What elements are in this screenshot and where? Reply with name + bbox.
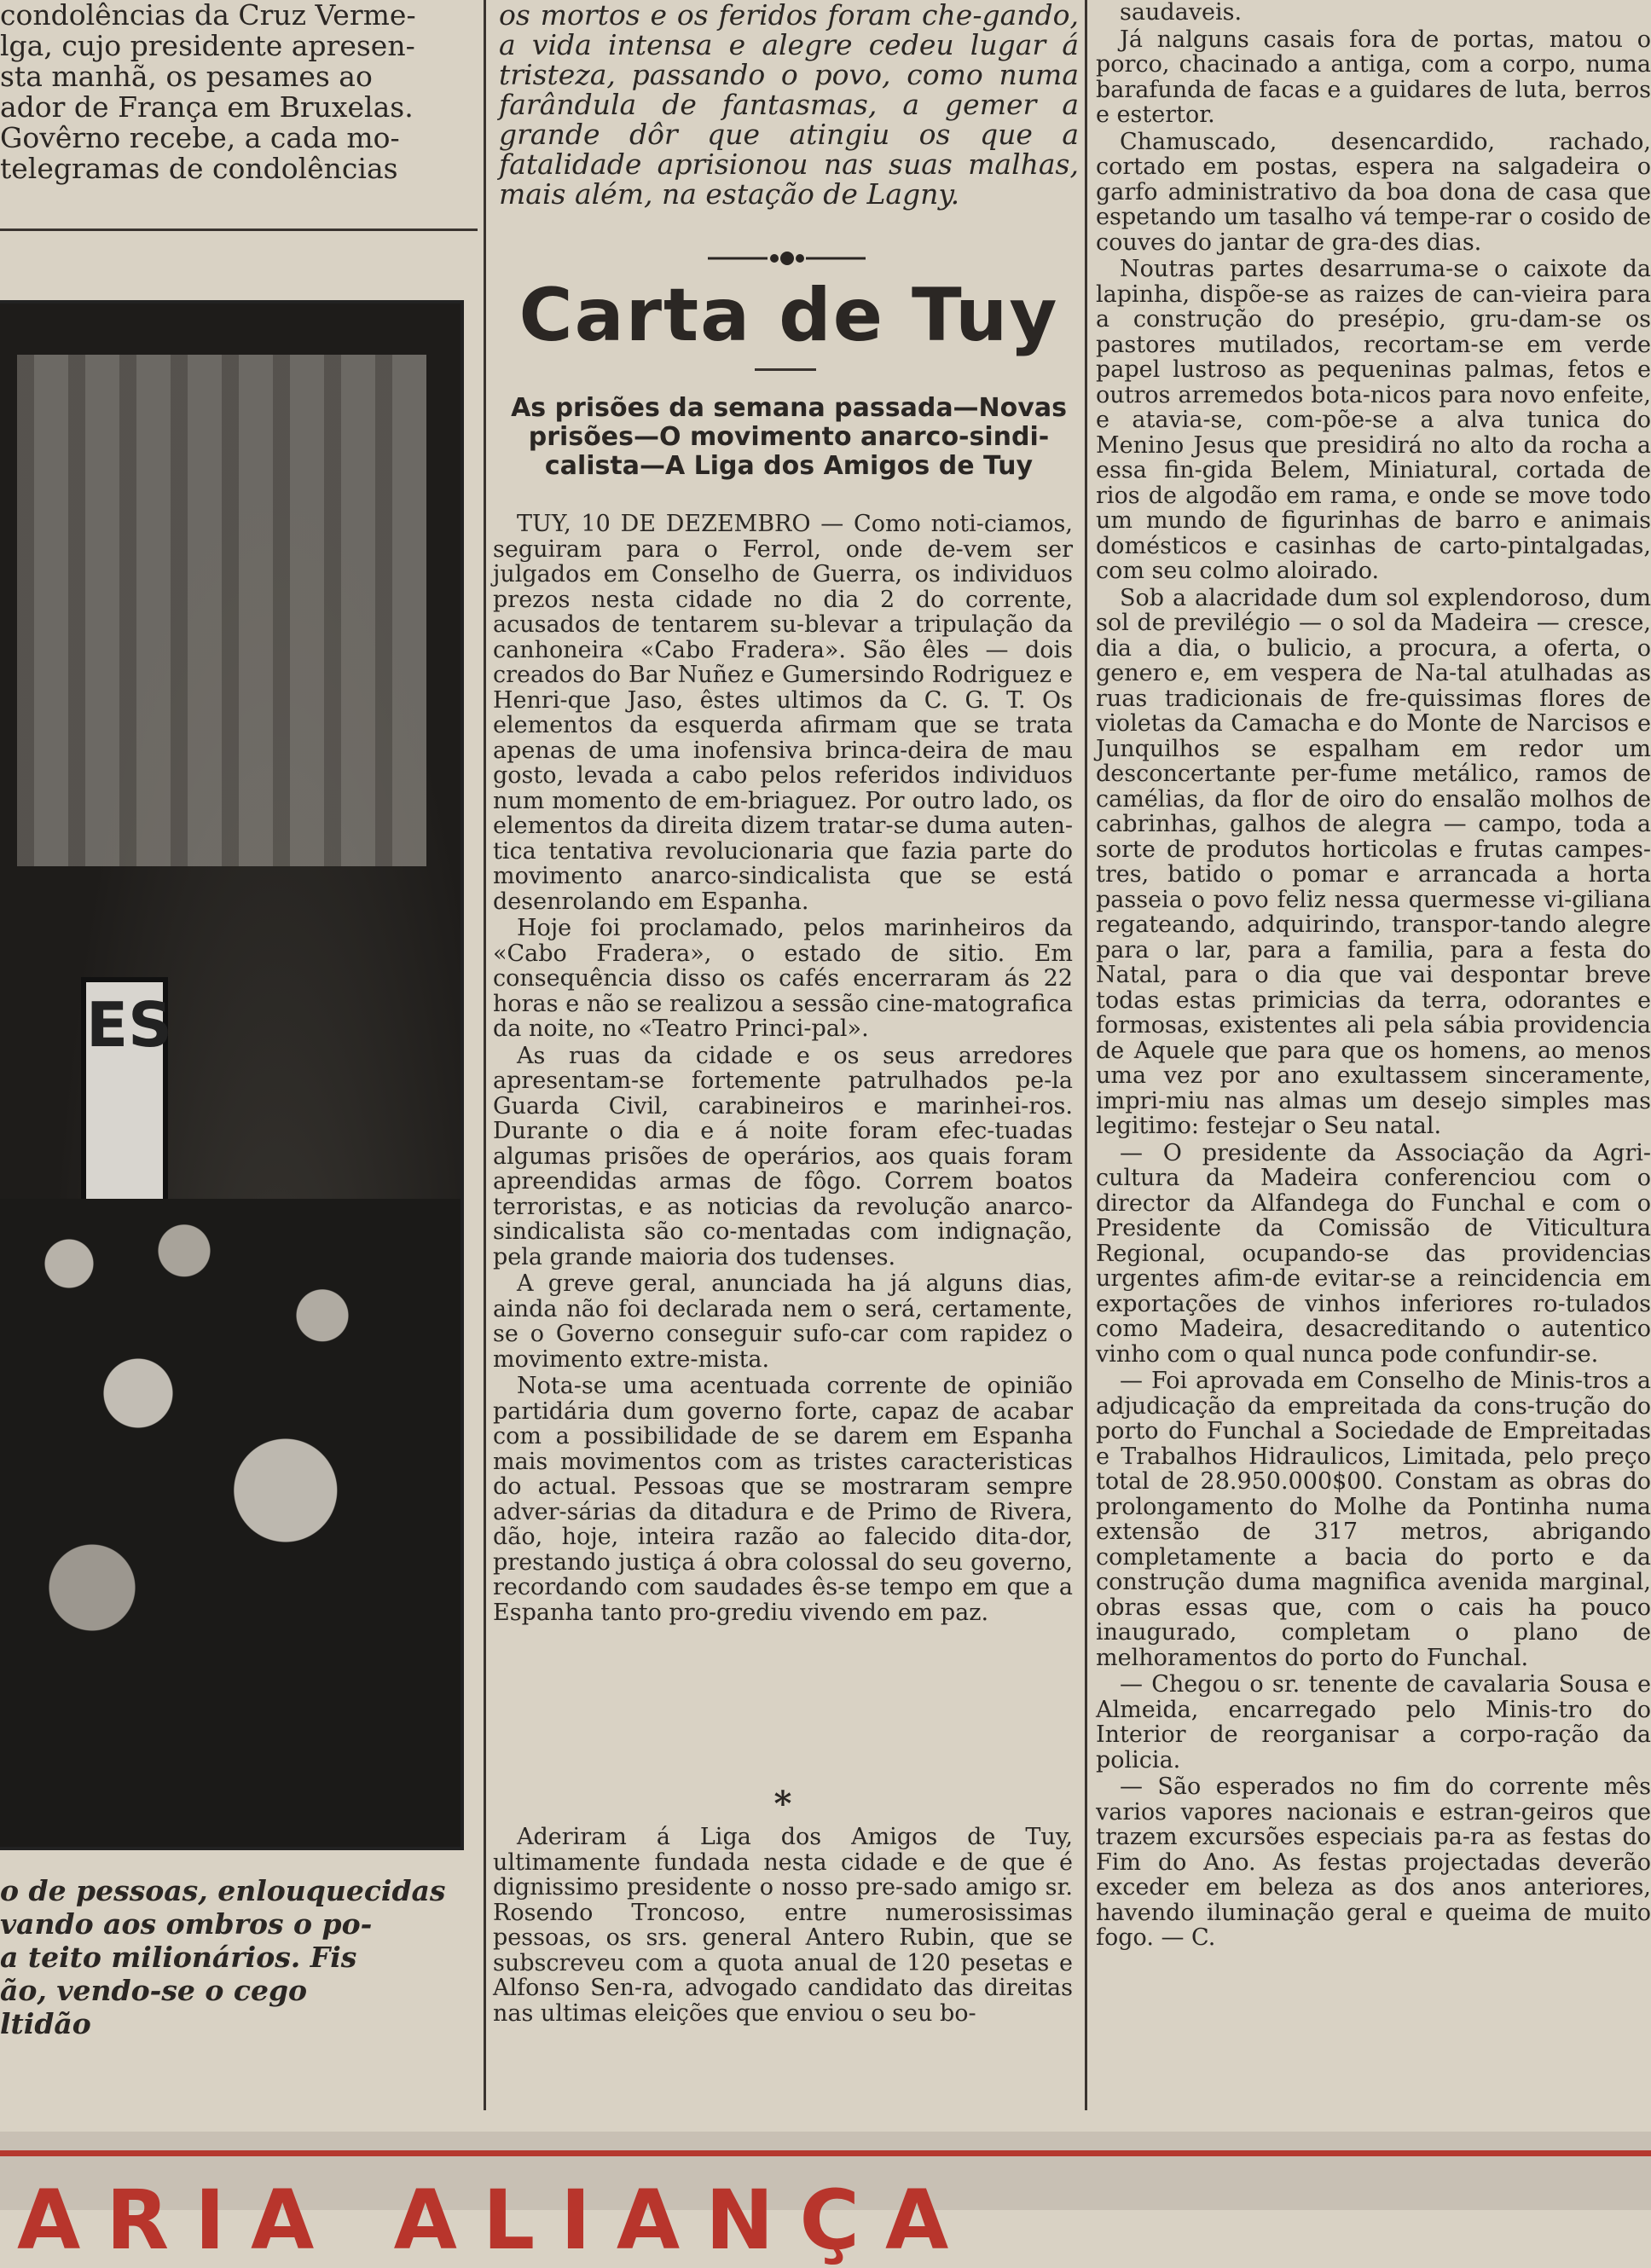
caption-line: ão, vendo-se o cego bbox=[0, 1974, 308, 2007]
article-paragraph: Sob a alacridade dum sol explendoroso, dum sol de previlégio — o sol da Madeira — cresce, dia a dia, o bulicio, a procura, a oferta, o genero e, em vespera de Na-tal atulhadas as ruas tradicionais de fre-quissimas flores de violetas da Camacha e do Monte de Narcisos e Junquilhos se espalham em redor um desconcertante per-fume metálico, ramos de camélias, da flor de oiro do ensalão molhos de cabrinhas, galhos de alegra — campo, toda a sorte de produtos horticolas e frutas campes-tres, batido o pomar e arrancada a horta passeia o povo feliz nessa quermesse vi-giliana regateando, adquirindo, transpor-tando alegre para o lar, para a familia, para a festa do Natal, para o dia que vai despontar breve todas estas primicias da terra, odorantes e formosas, existentes ali pela sábia providencia de Aquele que para que os homens, ao menos uma vez por ano exultassem sinceramente, impri-miu nas almas um desejo simples mas legitimo: festejar o Seu natal. bbox=[1096, 584, 1651, 1139]
headline-underline bbox=[755, 368, 816, 371]
article-headline: Carta de Tuy bbox=[518, 273, 1059, 358]
ad-red-rule bbox=[0, 2150, 1651, 2156]
article-body bbox=[493, 512, 1073, 1765]
ad-text: ARIA ALIANÇA bbox=[17, 2173, 975, 2268]
section-separator: * bbox=[773, 1784, 792, 1824]
article-paragraph: Hoje foi proclamado, pelos marinheiros da «Cabo Fradera», o estado de sitio. Em consequência disso os cafés encerraram ás 22 horas e não se realizou a sessão cine-matografica da noite, no «Teatro Princi-pal». bbox=[493, 915, 1073, 1042]
article-paragraph: Noutras partes desarruma-se o caixote da lapinha, dispõe-se as raizes de can-vieira para a construção do presépio, gru-dam-se os pastores mutilados, recortam-se em verde papel lustroso as pequeninas palmas, fetos e outros arremedos bota-nicos para novo enfeite, e atavia-se, com-põe-se a alva tunica do Menino Jesus que presidirá no alto da rocha a essa fin-gida Belem, Miniatural, cortada de rios de algodão em rama, e onde se move todo um mundo de figurinhas de barro e animais domésticos e casinhas de carto-pintalgadas, com seu colmo aloirado. bbox=[1096, 256, 1651, 584]
article-paragraph: Aderiram á Liga dos Amigos de Tuy, ultimamente fundada nesta cidade e de que é dignissimo presidente o nosso pre-sado amigo sr. Rosendo Troncoso, entre numerosissimas pessoas, os srs. general Antero Rubin, que se subscreveu com a quota anual de 120 pesetas e Alfonso Sen-ra, advogado candidato das direitas nas ultimas eleições que enviou o seu bo- bbox=[493, 1824, 1073, 2027]
article-subhead: As prisões da semana passada—Novas prisões—O movimento anarco-sindi-calista—A Liga dos Amigos de Tuy bbox=[511, 393, 1067, 481]
ornament-divider-icon bbox=[708, 246, 866, 271]
caption-line: a teito milionários. Fis bbox=[0, 1941, 357, 1974]
article-paragraph: Nota-se uma acentuada corrente de opinião partidária dum governo forte, capaz de acabar com a possibilidade de se darem em Espanha mais movimentos com as tristes caracteristicas do actual. Pessoas que se mostraram sempre adver-sárias da ditadura e de Primo de Rivera, dão, hoje, inteira razão ao falecido dita-dor, prestando justiça á obra colossal do seu governo, recordando com saudades ês-se tempo em que a Espanha tanto pro-grediu vivendo em paz. bbox=[493, 1373, 1073, 1626]
article-body-continued bbox=[493, 1825, 1073, 2106]
crowd bbox=[0, 1199, 461, 1847]
article-paragraph: A greve geral, anunciada ha já alguns dias, ainda não foi declarada nem o será, certamente, se o Governo conseguir sufo-car com rapidez o movimento extre-mista. bbox=[493, 1270, 1073, 1373]
text-line: condolências da Cruz Verme- bbox=[0, 0, 416, 32]
crowd-photo bbox=[0, 300, 464, 1850]
article-paragraph: Já nalguns casais fora de portas, matou o porco, chacinado a antiga, com a corpo, numa barafunda de facas e a guidares de luta, berros e estertor. bbox=[1096, 26, 1651, 128]
text-line: Govêrno recebe, a cada mo- bbox=[0, 121, 400, 154]
article-paragraph: As ruas da cidade e os seus arredores apresentam-se fortemente patrulhados pe-la Guarda Civil, carabineiros e marinhei-ros. Durante o dia e á noite foram efec-tuadas algumas prisões de operários, aos quais foram apreendidas armas de fôgo. Correm boatos terroristas, e as noticias da revolução anarco-sindicalista são co-mentadas com indignação, pela grande maioria dos tudenses. bbox=[493, 1042, 1073, 1270]
article-paragraph: — O presidente da Associação da Agri-cultura da Madeira conferenciou com o director da Alfandega do Funchal e com o Presidente da Comissão de Viticultura Regional, ocupando-se das providencias urgentes afim-de evitar-se a reincidencia em exportações de vinhos inferiores ro-tulados como Madeira, desacreditando o autentico vinho com o qual nunca pode confundir-se. bbox=[1096, 1139, 1651, 1368]
shop-sign: ES bbox=[81, 977, 168, 1243]
left-column-top-text bbox=[0, 0, 478, 209]
previous-article-end bbox=[499, 0, 1079, 240]
divider bbox=[0, 229, 478, 231]
caption-line: vando aos ombros o po- bbox=[0, 1907, 373, 1941]
photo-caption bbox=[0, 1874, 478, 2079]
text-line: lga, cujo presidente apresen- bbox=[0, 29, 415, 62]
column-rule bbox=[1085, 0, 1087, 2110]
text-line: sta manhã, os pesames ao bbox=[0, 60, 373, 93]
article-paragraph: — São esperados no fim do corrente mês varios vapores nacionais e estran-geiros que trazem excursões especiais pa-ra as festas do Fim do Ano. As festas projectadas deverão exceder em beleza as dos anos anteriores, havendo iluminação geral e queima de muito fogo. — C. bbox=[1096, 1773, 1651, 1951]
text-line: telegramas de condolências bbox=[0, 152, 398, 185]
article-paragraph: Chamuscado, desencardido, rachado, cortado em postas, espera na salgadeira o garfo administrativo da boa dona de casa que espetando um tasalho vá tempe-rar o cosido de couves do jantar de gra-des dias. bbox=[1096, 128, 1651, 256]
right-column-article bbox=[1096, 0, 1651, 2106]
text-line: ador de França em Bruxelas. bbox=[0, 90, 414, 124]
advertisement-banner bbox=[0, 2132, 1651, 2268]
building-facade bbox=[17, 355, 426, 866]
column-rule bbox=[484, 0, 486, 2110]
caption-line: o de pessoas, enlouquecidas bbox=[0, 1874, 446, 1907]
article-paragraph: — Chegou o sr. tenente de cavalaria Sousa e Almeida, encarregado pelo Minis-tro do Interior de reorganisar a corpo-ração da policia. bbox=[1096, 1671, 1651, 1773]
article-paragraph: — Foi aprovada em Conselho de Minis-tros a adjudicação da empreitada da cons-trução do porto do Funchal a Sociedade de Empreitadas e Trabalhos Hidraulicos, Limitada, pelo preço total de 28.950.000$00. Constam as obras do prolongamento do Molhe da Pontinha numa extensão de 317 metros, abrigando completamente a bacia do porto e da construção duma magnifica avenida marginal, obras essas que, com o cais ha pouco inaugurado, completam o plano de melhoramentos do porto do Funchal. bbox=[1096, 1368, 1651, 1671]
article-paragraph: saudaveis. bbox=[1120, 0, 1243, 26]
previous-article-text: os mortos e os feridos foram che-gando, a vida intensa e alegre cedeu lugar á tristeza, passando o povo, como numa farândula de fantasmas, a gemer a grande dôr que atingiu os que a fatalidade aprisionou nas suas malhas, mais além, na estação de Lagny. bbox=[499, 0, 1079, 211]
caption-line: ltidão bbox=[0, 2007, 91, 2040]
article-paragraph: TUY, 10 DE DEZEMBRO — Como noti-ciamos, seguiram para o Ferrol, onde de-vem ser julgados em Conselho de Guerra, os individuos prezos nesta cidade no dia 2 do corrente, acusados de tentarem su-blevar a tripulação da canhoneira «Cabo Fradera». São êles — dois creados do Bar Nuñez e Gumersindo Rodriguez e Henri-que Jaso, êstes ultimos da C. G. T. Os elementos da esquerda afirmam que se trata apenas de uma inofensiva brinca-deira de mau gosto, levada a cabo pelos referidos individuos num momento de em-briaguez. Por outro lado, os elementos da direita dizem tratar-se duma auten-tica tentativa revolucionaria que fazia parte do movimento anarco-sindicalista que se está desenrolando em Espanha. bbox=[493, 511, 1073, 915]
